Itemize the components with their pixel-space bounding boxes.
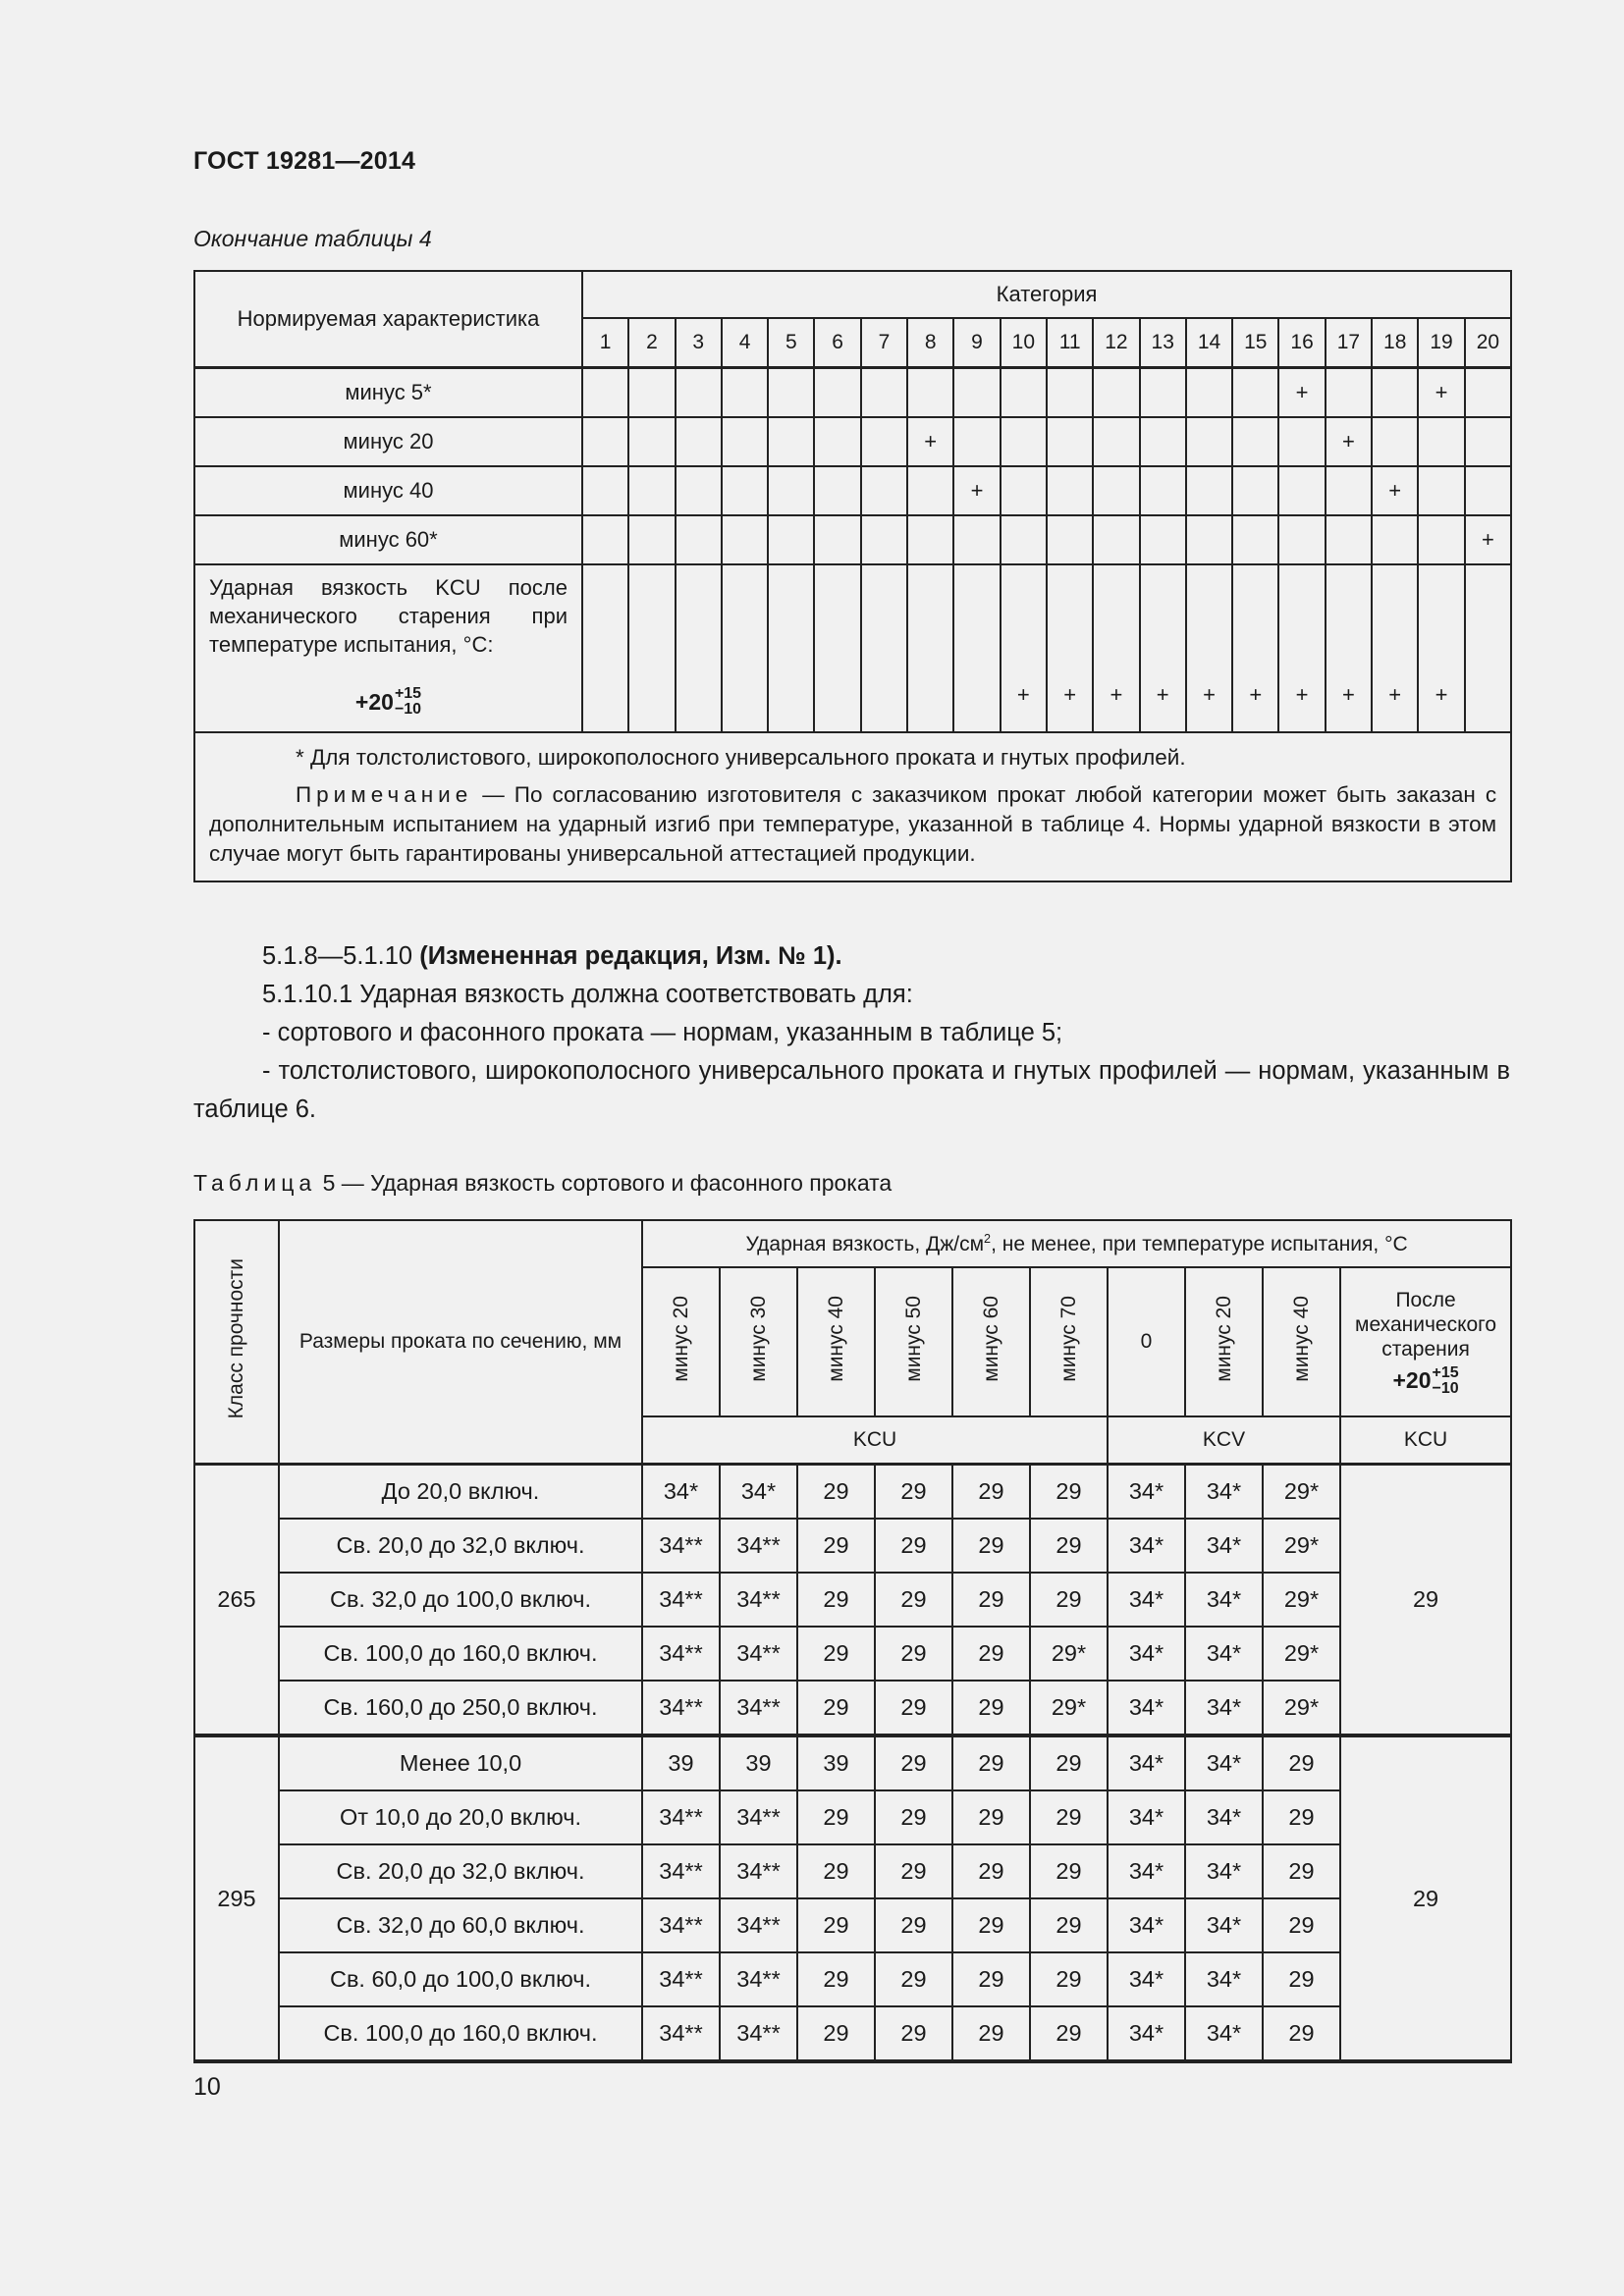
impact-value: 29 bbox=[952, 1519, 1030, 1573]
impact-value: 34** bbox=[642, 1573, 720, 1627]
temperature-label: минус 5* bbox=[194, 368, 582, 418]
category-mark bbox=[628, 564, 675, 732]
category-mark bbox=[1465, 466, 1511, 515]
table-row bbox=[194, 1519, 1511, 1573]
aging-temperature-lower: −10 bbox=[1432, 1379, 1459, 1397]
category-mark bbox=[861, 417, 907, 466]
category-mark bbox=[1232, 515, 1278, 564]
category-mark bbox=[768, 466, 814, 515]
impact-value: 29 bbox=[952, 1681, 1030, 1735]
impact-value: 34** bbox=[642, 1519, 720, 1573]
paragraph-5-1-8: 5.1.8—5.1.10 (Измененная редакция, Изм. № 1). bbox=[262, 942, 842, 970]
category-mark: + bbox=[1140, 564, 1186, 732]
category-mark: + bbox=[907, 417, 953, 466]
temperature-label: минус 60* bbox=[194, 515, 582, 564]
impact-value: 29 bbox=[875, 1573, 952, 1627]
category-mark bbox=[1418, 466, 1464, 515]
table5-caption: Таблица 5 — Ударная вязкость сортового и фасонного проката bbox=[193, 1170, 893, 1196]
table-row bbox=[194, 1898, 1511, 1952]
kcu-temperature-lower: −10 bbox=[394, 701, 422, 718]
category-number: 11 bbox=[1047, 318, 1093, 368]
impact-value: 29 bbox=[875, 1681, 952, 1735]
table-row bbox=[194, 1573, 1511, 1627]
section-size: Св. 20,0 до 32,0 включ. bbox=[279, 1844, 642, 1898]
category-mark bbox=[768, 515, 814, 564]
impact-value: 34* bbox=[1185, 1790, 1263, 1844]
impact-value: 29 bbox=[1263, 2006, 1340, 2061]
impact-value: 34* bbox=[1185, 1465, 1263, 1520]
section-size: Св. 100,0 до 160,0 включ. bbox=[279, 2006, 642, 2061]
impact-value: 29 bbox=[797, 1790, 875, 1844]
category-mark bbox=[1093, 515, 1139, 564]
category-number: 20 bbox=[1465, 318, 1511, 368]
impact-value: 34** bbox=[642, 1952, 720, 2006]
category-mark bbox=[1186, 515, 1232, 564]
category-mark bbox=[1001, 515, 1047, 564]
impact-value: 34** bbox=[642, 1844, 720, 1898]
category-mark bbox=[1465, 368, 1511, 418]
category-mark bbox=[907, 515, 953, 564]
norm-char-header: Нормируемая характеристика bbox=[194, 271, 582, 368]
section-size: От 10,0 до 20,0 включ. bbox=[279, 1790, 642, 1844]
kcu-aging-header: KCU bbox=[1340, 1416, 1511, 1465]
impact-value: 29* bbox=[1263, 1681, 1340, 1735]
page-number: 10 bbox=[193, 2073, 221, 2101]
category-mark: + bbox=[1465, 515, 1511, 564]
category-mark bbox=[814, 515, 860, 564]
temperature-label: минус 20 bbox=[194, 417, 582, 466]
category-mark bbox=[676, 466, 722, 515]
impact-value: 34** bbox=[642, 2006, 720, 2061]
category-mark bbox=[722, 466, 768, 515]
category-number: 10 bbox=[1001, 318, 1047, 368]
impact-value: 29 bbox=[875, 2006, 952, 2061]
impact-value: 34* bbox=[1185, 1627, 1263, 1681]
impact-value: 34* bbox=[1185, 1952, 1263, 2006]
category-mark bbox=[1001, 417, 1047, 466]
table4-notes bbox=[194, 732, 1511, 881]
impact-value: 29 bbox=[1030, 1898, 1108, 1952]
section-size: Св. 32,0 до 60,0 включ. bbox=[279, 1898, 642, 1952]
impact-value: 29 bbox=[1030, 1844, 1108, 1898]
category-number: 12 bbox=[1093, 318, 1139, 368]
table-row bbox=[194, 1465, 1511, 1520]
category-mark bbox=[768, 417, 814, 466]
impact-value: 29 bbox=[797, 1898, 875, 1952]
category-mark bbox=[1140, 417, 1186, 466]
temperature-header: минус 60 bbox=[952, 1267, 1030, 1416]
section-size: Св. 160,0 до 250,0 включ. bbox=[279, 1681, 642, 1735]
impact-value: 34** bbox=[720, 1573, 797, 1627]
section-size: Менее 10,0 bbox=[279, 1735, 642, 1790]
aging-value: 29 bbox=[1340, 1465, 1511, 1736]
impact-value: 29 bbox=[952, 1844, 1030, 1898]
category-number: 15 bbox=[1232, 318, 1278, 368]
aging-temperature-upper: +15 bbox=[1432, 1363, 1459, 1381]
aging-header: После механического старения +20 +15 −10 bbox=[1340, 1267, 1511, 1416]
category-mark bbox=[582, 368, 628, 418]
category-mark bbox=[814, 417, 860, 466]
category-mark: + bbox=[1326, 417, 1372, 466]
kcu-aging-label: Ударная вязкость KCU после механического старения при температуре испытания, °С: +20 +15 −10 bbox=[194, 564, 582, 732]
category-mark bbox=[1418, 417, 1464, 466]
category-mark bbox=[861, 515, 907, 564]
category-mark bbox=[1278, 417, 1325, 466]
category-mark bbox=[722, 564, 768, 732]
impact-value: 29 bbox=[797, 1844, 875, 1898]
impact-value: 34* bbox=[1185, 1681, 1263, 1735]
category-mark bbox=[1093, 466, 1139, 515]
impact-value: 34* bbox=[1108, 1952, 1185, 2006]
impact-value: 34** bbox=[642, 1627, 720, 1681]
category-mark bbox=[628, 466, 675, 515]
category-mark bbox=[582, 466, 628, 515]
impact-value: 34* bbox=[1108, 1465, 1185, 1520]
temperature-header: минус 20 bbox=[642, 1267, 720, 1416]
temperature-header: 0 bbox=[1108, 1267, 1185, 1416]
category-mark bbox=[1278, 466, 1325, 515]
category-mark bbox=[907, 368, 953, 418]
impact-value: 29 bbox=[875, 1519, 952, 1573]
category-mark bbox=[1278, 515, 1325, 564]
impact-value: 34** bbox=[642, 1790, 720, 1844]
note-label: Примечание bbox=[296, 782, 473, 807]
category-mark bbox=[1465, 417, 1511, 466]
category-mark bbox=[1186, 417, 1232, 466]
category-mark bbox=[1047, 466, 1093, 515]
impact-value: 29 bbox=[952, 1465, 1030, 1520]
impact-value: 34* bbox=[1108, 1844, 1185, 1898]
category-mark bbox=[582, 515, 628, 564]
impact-value: 29 bbox=[1030, 1952, 1108, 2006]
paragraph-5-1-10-1: 5.1.10.1 Ударная вязкость должна соответствовать для: bbox=[262, 981, 913, 1008]
impact-value: 29 bbox=[1030, 1735, 1108, 1790]
category-mark bbox=[861, 466, 907, 515]
paragraph-item-sheet: - толстолистового, широкополосного универсального проката и гнутых профилей — нормам, указанным в таблице 6. bbox=[193, 1057, 1510, 1123]
category-mark bbox=[582, 564, 628, 732]
category-header: Категория bbox=[582, 271, 1511, 318]
impact-value: 34* bbox=[1185, 1735, 1263, 1790]
category-mark bbox=[676, 368, 722, 418]
category-mark: + bbox=[1418, 564, 1464, 732]
category-number: 5 bbox=[768, 318, 814, 368]
impact-value: 29* bbox=[1263, 1573, 1340, 1627]
impact-value: 29 bbox=[797, 1573, 875, 1627]
category-number: 16 bbox=[1278, 318, 1325, 368]
impact-value: 34** bbox=[720, 2006, 797, 2061]
category-mark bbox=[676, 515, 722, 564]
category-mark bbox=[953, 417, 1000, 466]
impact-value: 34* bbox=[1185, 1898, 1263, 1952]
section-size: До 20,0 включ. bbox=[279, 1465, 642, 1520]
category-mark bbox=[1140, 368, 1186, 418]
table-row bbox=[194, 466, 1511, 515]
category-mark bbox=[1326, 515, 1372, 564]
impact-value: 34** bbox=[720, 1952, 797, 2006]
category-number: 17 bbox=[1326, 318, 1372, 368]
category-mark: + bbox=[1047, 564, 1093, 732]
table4-footnote: * Для толстолистового, широкополосного универсального проката и гнутых профилей. bbox=[296, 745, 1186, 770]
impact-value: 34* bbox=[1108, 1898, 1185, 1952]
impact-value: 29 bbox=[1263, 1952, 1340, 2006]
temperature-header: минус 30 bbox=[720, 1267, 797, 1416]
category-mark bbox=[676, 564, 722, 732]
impact-value: 29 bbox=[797, 1952, 875, 2006]
impact-value: 29 bbox=[1030, 1519, 1108, 1573]
impact-value: 29 bbox=[952, 1735, 1030, 1790]
category-mark bbox=[953, 564, 1000, 732]
impact-value: 29 bbox=[1263, 1898, 1340, 1952]
impact-value: 39 bbox=[642, 1735, 720, 1790]
impact-value: 34* bbox=[642, 1465, 720, 1520]
impact-value: 29 bbox=[875, 1627, 952, 1681]
table-row bbox=[194, 515, 1511, 564]
category-mark bbox=[628, 417, 675, 466]
category-mark bbox=[861, 564, 907, 732]
impact-value: 34** bbox=[720, 1790, 797, 1844]
category-mark bbox=[1140, 515, 1186, 564]
impact-value: 34** bbox=[720, 1898, 797, 1952]
category-mark bbox=[861, 368, 907, 418]
impact-value: 29 bbox=[797, 1465, 875, 1520]
impact-value: 29 bbox=[952, 2006, 1030, 2061]
category-mark: + bbox=[1186, 564, 1232, 732]
strength-class: 265 bbox=[194, 1465, 279, 1736]
category-mark: + bbox=[1326, 564, 1372, 732]
category-number: 1 bbox=[582, 318, 628, 368]
impact-value: 34* bbox=[1108, 1627, 1185, 1681]
impact-value: 29* bbox=[1030, 1681, 1108, 1735]
impact-value: 34* bbox=[1108, 1519, 1185, 1573]
impact-header: Ударная вязкость, $Дж/см^2$, не менее, при температуре испытания, °С bbox=[642, 1220, 1511, 1267]
aging-temperature-base: +20 bbox=[1392, 1367, 1432, 1393]
table-row bbox=[194, 1627, 1511, 1681]
impact-value: 34* bbox=[1108, 1735, 1185, 1790]
impact-value: 29 bbox=[1030, 1465, 1108, 1520]
impact-value: 29 bbox=[952, 1790, 1030, 1844]
category-number: 18 bbox=[1372, 318, 1418, 368]
section-size: Св. 100,0 до 160,0 включ. bbox=[279, 1627, 642, 1681]
kcu-temperature bbox=[355, 686, 421, 718]
table-row bbox=[194, 417, 1511, 466]
temperature-header: минус 70 bbox=[1030, 1267, 1108, 1416]
impact-value: 29 bbox=[797, 1519, 875, 1573]
impact-value: 29 bbox=[1030, 1790, 1108, 1844]
category-mark bbox=[953, 515, 1000, 564]
category-mark: + bbox=[1001, 564, 1047, 732]
impact-value: 29* bbox=[1263, 1519, 1340, 1573]
impact-value: 29 bbox=[797, 1627, 875, 1681]
impact-value: 29* bbox=[1263, 1465, 1340, 1520]
impact-value: 29 bbox=[875, 1952, 952, 2006]
temperature-label: минус 40 bbox=[194, 466, 582, 515]
category-mark bbox=[1232, 417, 1278, 466]
temperature-header: минус 40 bbox=[797, 1267, 875, 1416]
kcv-group-header: KCV bbox=[1108, 1416, 1340, 1465]
category-number: 13 bbox=[1140, 318, 1186, 368]
impact-value: 29 bbox=[1263, 1735, 1340, 1790]
impact-value: 29 bbox=[952, 1898, 1030, 1952]
kcu-temperature-base: +20 bbox=[354, 688, 394, 715]
impact-value: 29 bbox=[875, 1735, 952, 1790]
category-mark bbox=[722, 417, 768, 466]
table-row bbox=[194, 1952, 1511, 2006]
impact-value: 34** bbox=[720, 1627, 797, 1681]
impact-value: 29* bbox=[1263, 1627, 1340, 1681]
table-row bbox=[194, 2006, 1511, 2061]
category-mark bbox=[1047, 417, 1093, 466]
category-mark bbox=[628, 368, 675, 418]
category-mark bbox=[1001, 466, 1047, 515]
category-mark: + bbox=[1278, 368, 1325, 418]
impact-value: 34* bbox=[1185, 2006, 1263, 2061]
category-mark bbox=[676, 417, 722, 466]
category-mark bbox=[582, 417, 628, 466]
category-mark bbox=[1093, 368, 1139, 418]
temperature-header: минус 50 bbox=[875, 1267, 952, 1416]
impact-value: 29 bbox=[1263, 1844, 1340, 1898]
table-row bbox=[194, 564, 1511, 732]
temperature-header: минус 40 bbox=[1263, 1267, 1340, 1416]
category-mark: + bbox=[1372, 466, 1418, 515]
table-row bbox=[194, 368, 1511, 418]
category-mark bbox=[1186, 368, 1232, 418]
category-mark: + bbox=[1278, 564, 1325, 732]
impact-value: 29* bbox=[1030, 1627, 1108, 1681]
note-text: — По согласованию изготовителя с заказчиком прокат любой категории может быть заказан с дополнительным испытанием на ударный изгиб при температуре, указанной в таблице 4. Нормы ударной вязкости в этом случае могут быть гарантированы универсальной аттестацией продукции. bbox=[209, 782, 1497, 866]
table4-note bbox=[209, 780, 1496, 869]
impact-value: 34* bbox=[1108, 1790, 1185, 1844]
category-mark bbox=[1047, 368, 1093, 418]
impact-value: 29 bbox=[875, 1898, 952, 1952]
impact-value: 34** bbox=[720, 1519, 797, 1573]
impact-value: 29 bbox=[1030, 2006, 1108, 2061]
category-mark bbox=[1140, 466, 1186, 515]
impact-value: 39 bbox=[797, 1735, 875, 1790]
table-row bbox=[194, 1735, 1511, 1790]
table-row bbox=[194, 1681, 1511, 1735]
size-header: Размеры проката по сечению, мм bbox=[279, 1220, 642, 1465]
category-mark: + bbox=[953, 466, 1000, 515]
impact-value: 29 bbox=[875, 1790, 952, 1844]
section-size: Св. 60,0 до 100,0 включ. bbox=[279, 1952, 642, 2006]
impact-value: 29 bbox=[875, 1465, 952, 1520]
impact-value: 34* bbox=[1108, 1681, 1185, 1735]
impact-value: 34** bbox=[720, 1844, 797, 1898]
category-mark bbox=[1186, 466, 1232, 515]
category-mark: + bbox=[1372, 564, 1418, 732]
impact-value: 29 bbox=[797, 1681, 875, 1735]
category-number: 14 bbox=[1186, 318, 1232, 368]
category-mark bbox=[722, 368, 768, 418]
category-mark bbox=[814, 466, 860, 515]
impact-value: 34* bbox=[1185, 1844, 1263, 1898]
category-number: 6 bbox=[814, 318, 860, 368]
category-number: 3 bbox=[676, 318, 722, 368]
category-number: 7 bbox=[861, 318, 907, 368]
strength-class: 295 bbox=[194, 1735, 279, 2061]
category-mark bbox=[1372, 515, 1418, 564]
impact-value: 29 bbox=[952, 1573, 1030, 1627]
impact-value: 34* bbox=[1185, 1519, 1263, 1573]
category-mark bbox=[1047, 515, 1093, 564]
category-number: 8 bbox=[907, 318, 953, 368]
impact-value: 34* bbox=[1108, 1573, 1185, 1627]
category-number: 19 bbox=[1418, 318, 1464, 368]
category-mark bbox=[1418, 515, 1464, 564]
category-mark bbox=[1465, 564, 1511, 732]
impact-value: 34** bbox=[642, 1681, 720, 1735]
paragraph-item-sort: - сортового и фасонного проката — нормам, указанным в таблице 5; bbox=[262, 1019, 1063, 1046]
category-mark: + bbox=[1418, 368, 1464, 418]
temperature-header: минус 20 bbox=[1185, 1267, 1263, 1416]
impact-value: 34* bbox=[1108, 2006, 1185, 2061]
impact-value: 29 bbox=[875, 1844, 952, 1898]
category-mark: + bbox=[1093, 564, 1139, 732]
category-mark bbox=[1326, 466, 1372, 515]
table-4 bbox=[193, 270, 1512, 882]
category-mark bbox=[953, 368, 1000, 418]
category-mark bbox=[1372, 368, 1418, 418]
section-size: Св. 20,0 до 32,0 включ. bbox=[279, 1519, 642, 1573]
impact-value: 29 bbox=[952, 1627, 1030, 1681]
strength-class-header: Класс прочности bbox=[194, 1220, 279, 1465]
category-mark bbox=[768, 368, 814, 418]
category-mark bbox=[1093, 417, 1139, 466]
impact-value: 34* bbox=[720, 1465, 797, 1520]
kcu-group-header: KCU bbox=[642, 1416, 1108, 1465]
category-number: 9 bbox=[953, 318, 1000, 368]
category-mark: + bbox=[1232, 564, 1278, 732]
category-mark bbox=[814, 368, 860, 418]
impact-value: 29 bbox=[797, 2006, 875, 2061]
kcu-temperature-upper: +15 bbox=[394, 685, 422, 702]
table-row bbox=[194, 1790, 1511, 1844]
impact-value: 29 bbox=[1263, 1790, 1340, 1844]
category-mark bbox=[1372, 417, 1418, 466]
category-mark bbox=[1232, 466, 1278, 515]
impact-value: 34* bbox=[1185, 1573, 1263, 1627]
category-mark bbox=[1001, 368, 1047, 418]
category-mark bbox=[1326, 368, 1372, 418]
document-header: ГОСТ 19281—2014 bbox=[193, 147, 416, 175]
section-size: Св. 32,0 до 100,0 включ. bbox=[279, 1573, 642, 1627]
category-mark bbox=[768, 564, 814, 732]
category-mark bbox=[907, 466, 953, 515]
category-number: 2 bbox=[628, 318, 675, 368]
category-mark bbox=[722, 515, 768, 564]
category-number: 4 bbox=[722, 318, 768, 368]
table4-caption: Окончание таблицы 4 bbox=[193, 226, 432, 251]
category-mark bbox=[907, 564, 953, 732]
category-mark bbox=[628, 515, 675, 564]
table-row bbox=[194, 1844, 1511, 1898]
impact-value: 39 bbox=[720, 1735, 797, 1790]
impact-value: 29 bbox=[952, 1952, 1030, 2006]
table-5 bbox=[193, 1219, 1512, 2063]
aging-temperature bbox=[1392, 1365, 1458, 1397]
impact-value: 29 bbox=[1030, 1573, 1108, 1627]
category-mark bbox=[1232, 368, 1278, 418]
impact-value: 34** bbox=[720, 1681, 797, 1735]
aging-value: 29 bbox=[1340, 1735, 1511, 2061]
category-mark bbox=[814, 564, 860, 732]
impact-value: 34** bbox=[642, 1898, 720, 1952]
